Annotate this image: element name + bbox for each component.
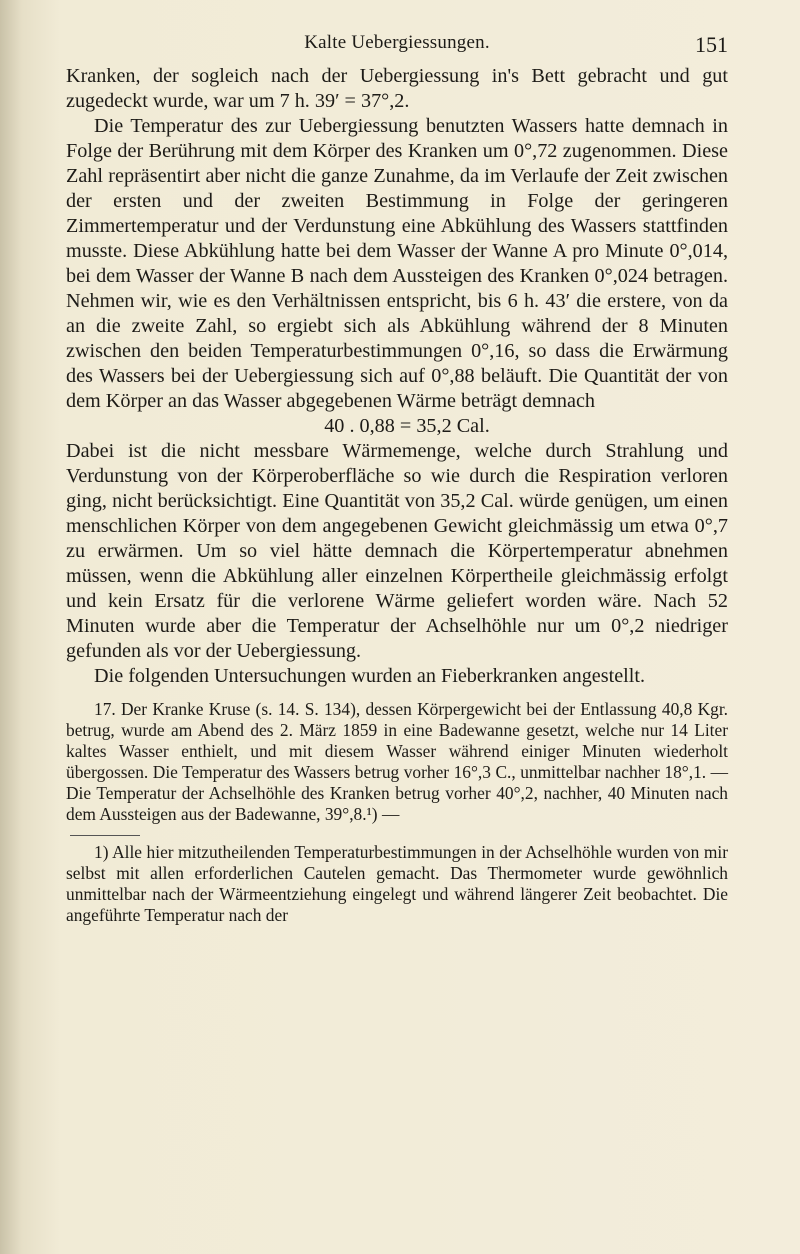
book-page — [66, 24, 728, 926]
page-number: 151 — [695, 32, 728, 57]
formula: 40 . 0,88 = 35,2 Cal. — [324, 415, 490, 437]
running-title: Kalte Uebergiessungen. — [304, 32, 490, 53]
page-header — [66, 24, 728, 64]
paragraph: Die Temperatur des zur Uebergiessung benutzten Wassers hatte demnach in Folge der Berührung mit dem Körper des Kranken um 0°,72 zugenommen. Diese Zahl repräsentirt aber nicht die ganze Zunahme, da im Verlaufe der Zeit zwischen der ersten und der zweiten Bestimmung in Folge der geringeren Zimmertemperatur und der Verdunstung eine Abkühlung des Wassers stattfinden musste. Diese Abkühlung hatte bei dem Wasser der Wanne A pro Minute 0°,014, bei dem Wasser der Wanne B nach dem Aussteigen des Kranken 0°,024 betragen. Nehmen wir, wie es den Verhältnissen entspricht, bis 6 h. 43′ die erstere, von da an die zweite Zahl, so ergiebt sich als Abkühlung während der 8 Minuten zwischen den beiden Temperaturbestimmungen 0°,16, so dass die Erwärmung des Wassers bei der Uebergiessung sich auf 0°,88 beläuft. Die Quantität der von dem Körper an das Wasser abgegebenen Wärme beträgt demnach — [66, 115, 728, 412]
footnote-divider — [70, 835, 140, 836]
paragraph: Die folgenden Untersuchungen wurden an Fieberkranken angestellt. — [94, 665, 646, 687]
footnote-text: 1) Alle hier mitzutheilenden Temperaturbestimmungen in der Achselhöhle wurden von mir selbst mit allen erforderlichen Cautelen gemacht. Das Thermometer wurde gewöhnlich unmittelbar nach der Wärmeentziehung eingelegt und während längerer Zeit beobachtet. Die angeführte Temperatur nach der — [66, 842, 728, 925]
paragraph-continuation: Kranken, der sogleich nach der Uebergiessung in's Bett gebracht und gut zugedeckt wurde, war um 7 h. 39′ = 37°,2. — [66, 65, 728, 112]
footnote — [66, 842, 728, 926]
paragraph: Dabei ist die nicht messbare Wärmemenge, welche durch Strahlung und Verdunstung von der Körperoberfläche so wie durch die Respiration verloren ging, nicht berücksichtigt. Eine Quantität von 35,2 Cal. würde genügen, um einen menschlichen Körper von dem angegebenen Gewicht gleichmässig um etwa 0°,7 zu erwärmen. Um so viel hätte demnach die Körpertemperatur abnehmen müssen, wenn die Abkühlung aller einzelnen Körpertheile gleichmässig erfolgt und kein Ersatz für die verlorene Wärme geliefert worden wäre. Nach 52 Minuten wurde aber die Temperatur der Achselhöhle nur um 0°,2 niedriger gefunden als vor der Uebergiessung. — [66, 440, 728, 662]
case-paragraph: 17. Der Kranke Kruse (s. 14. S. 134), dessen Körpergewicht bei der Entlassung 40,8 Kgr. betrug, wurde am Abend des 2. März 1859 in eine Badewanne gesetzt, welche nur 14 Liter kaltes Wasser enthielt, und mit diesem Wasser während einiger Minuten wiederholt übergossen. Die Temperatur des Wassers betrug vorher 16°,3 C., unmittelbar nachher 18°,1. — Die Temperatur der Achselhöhle des Kranken betrug vorher 40°,2, nachher, 40 Minuten nach dem Aussteigen aus der Badewanne, 39°,8.¹) — — [66, 699, 728, 824]
main-text — [66, 64, 728, 689]
case-report — [66, 699, 728, 825]
